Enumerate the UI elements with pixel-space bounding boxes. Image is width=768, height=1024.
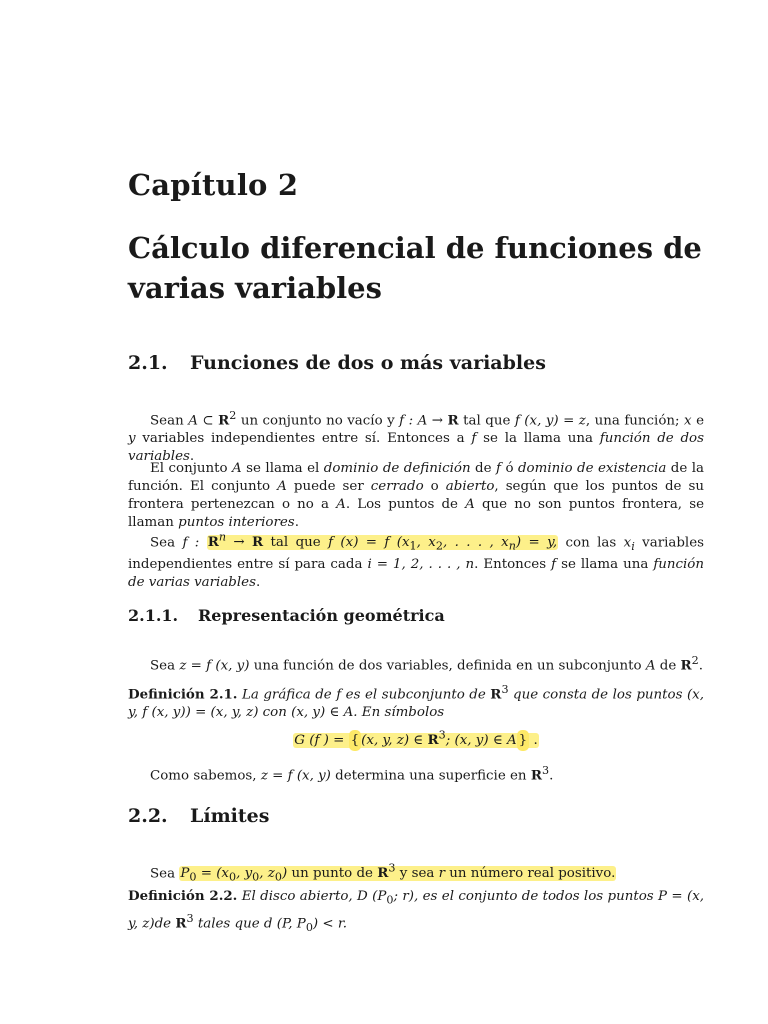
- subsection-title: Representación geométrica: [198, 606, 445, 625]
- text: determina una superficie en: [330, 768, 531, 784]
- text: de: [470, 461, 497, 476]
- math: R: [252, 534, 264, 551]
- math: 0: [386, 893, 394, 907]
- text: El conjunto: [150, 461, 233, 476]
- definition-text: ; r), es el conjunto de todos los puntos P = (x, y, z)de: [128, 889, 705, 932]
- emphasis: función de varias variables: [128, 557, 704, 591]
- math: A: [277, 479, 287, 494]
- emphasis: cerrado: [370, 479, 424, 494]
- subsection-heading: [128, 606, 445, 625]
- math: 2: [435, 540, 443, 554]
- text: se llama una: [556, 557, 654, 573]
- text: un número real positivo.: [445, 866, 616, 882]
- math: x: [623, 535, 632, 551]
- math: {: [349, 730, 362, 751]
- text: un punto de: [287, 866, 378, 882]
- math: R: [680, 657, 692, 674]
- math: 0: [252, 871, 260, 885]
- text: con las: [558, 535, 624, 551]
- definition-text: La gráfica de f es el subconjunto de: [237, 687, 491, 703]
- text: un conjunto no vacío y: [236, 413, 400, 429]
- math: 1: [409, 540, 417, 554]
- definition-text: tales que d (P, P: [193, 916, 306, 932]
- paragraph: [128, 860, 704, 887]
- math: R: [218, 412, 230, 429]
- math: 0: [305, 920, 313, 934]
- math: x: [684, 413, 692, 429]
- paragraph: [128, 652, 704, 675]
- math: R: [377, 865, 389, 882]
- math: f: [496, 461, 501, 476]
- definition-text: El disco abierto, D (P: [237, 889, 387, 904]
- math: = (x: [196, 866, 229, 882]
- emphasis: dominio de definición: [323, 461, 471, 476]
- math: r: [438, 866, 446, 882]
- math: (x, y, z) ∈: [361, 733, 428, 749]
- subsection-number: 2.1.1.: [128, 606, 179, 625]
- highlight: [207, 531, 558, 554]
- definition-text: que consta de los puntos (x, y, f (x, y)) = (x, y, z) con (x, y) ∈ A. En símbolos: [128, 687, 704, 721]
- text: se llama el: [241, 461, 324, 476]
- math: ): [281, 866, 288, 882]
- definition-text: ) < r.: [312, 916, 348, 932]
- math: ) = y,: [515, 535, 558, 551]
- paragraph: [128, 460, 704, 532]
- math: R: [175, 915, 187, 932]
- chapter-title: Cálculo diferencial de funciones de varias variables: [128, 231, 702, 305]
- paragraph: [128, 762, 704, 785]
- text: puede ser: [286, 479, 371, 494]
- math: n: [218, 531, 227, 544]
- math: }: [517, 730, 530, 751]
- highlight: [179, 862, 616, 885]
- math: 3: [388, 862, 396, 875]
- math: , y: [236, 866, 253, 882]
- math: n: [508, 540, 516, 554]
- highlight: [293, 729, 538, 749]
- math: f (x, y) = z: [514, 413, 586, 429]
- emphasis: función de dos variables: [128, 431, 704, 465]
- chapter-label: Capítulo 2: [128, 168, 299, 202]
- math: 3: [501, 683, 509, 696]
- text: tal que: [263, 535, 329, 551]
- emphasis: puntos interiores: [178, 515, 295, 530]
- math: f: [471, 431, 477, 447]
- math: z = f (x, y): [260, 768, 331, 784]
- math: ; (x, y) ∈ A: [445, 733, 517, 749]
- math: , z: [259, 866, 275, 882]
- math: 0: [189, 871, 197, 885]
- math: A ⊂: [188, 413, 219, 429]
- math: →: [226, 535, 253, 551]
- text: . Entonces: [474, 557, 552, 573]
- text: y sea: [395, 866, 439, 882]
- math: R: [530, 767, 542, 784]
- math: A: [232, 461, 242, 476]
- text: o: [423, 479, 446, 494]
- section-heading: [128, 805, 269, 827]
- text: Sean: [150, 413, 189, 429]
- math: R: [490, 686, 502, 703]
- math: A: [645, 658, 656, 674]
- text: Sea: [150, 535, 183, 551]
- section-title: Límites: [190, 805, 270, 827]
- definition-block: [128, 887, 704, 937]
- definition-label: Definición 2.1.: [128, 686, 238, 703]
- math: f: [551, 557, 557, 573]
- math: A: [336, 497, 346, 512]
- math: 3: [541, 764, 550, 777]
- text: .: [255, 575, 261, 591]
- section-number: 2.2.: [128, 805, 168, 827]
- definition-label: Definición 2.2.: [128, 888, 238, 904]
- math: 3: [186, 911, 194, 925]
- math: 3: [438, 729, 446, 742]
- text: tal que: [458, 413, 515, 429]
- math: 2: [229, 409, 237, 422]
- math: R: [207, 534, 219, 551]
- display-equation: [128, 729, 704, 748]
- paragraph: [128, 407, 704, 466]
- math: , x: [416, 535, 436, 551]
- math: R: [447, 412, 459, 429]
- text: se la llama una: [476, 431, 600, 447]
- math: i = 1, 2, . . . , n: [367, 557, 475, 573]
- text: e: [691, 413, 704, 429]
- text: de: [655, 658, 681, 674]
- math: 0: [274, 871, 282, 885]
- text: de la función. El conjunto: [128, 461, 705, 494]
- text: Sea: [150, 658, 180, 674]
- math: f :: [182, 535, 207, 551]
- text: variables independientes entre sí para cada: [128, 535, 705, 573]
- math: y: [128, 431, 136, 447]
- text: Sea: [150, 866, 180, 882]
- math: 2: [691, 654, 699, 667]
- math: f : A →: [399, 413, 448, 429]
- emphasis: abierto: [445, 479, 495, 494]
- text: . Los puntos de: [345, 497, 466, 512]
- text: .: [189, 449, 195, 465]
- section-number: 2.1.: [128, 352, 168, 374]
- text: , una función;: [585, 413, 685, 429]
- math: 0: [228, 871, 237, 885]
- definition-block: [128, 681, 704, 722]
- math: , . . . , x: [442, 535, 509, 551]
- text: .: [549, 768, 554, 784]
- math: A: [465, 497, 475, 512]
- math: P: [180, 866, 190, 882]
- text: .: [294, 515, 299, 530]
- section-title: Funciones de dos o más variables: [190, 352, 546, 374]
- text: una función de dos variables, definida en un subconjunto: [249, 658, 646, 674]
- math: G (f ) =: [294, 733, 349, 749]
- math: f (x) = f (x: [328, 535, 410, 551]
- text: .: [698, 658, 704, 674]
- text: ó: [500, 461, 518, 476]
- math: i: [631, 540, 635, 554]
- section-heading: [128, 352, 546, 374]
- paragraph: [128, 529, 704, 592]
- text: que no son puntos frontera, se llaman: [128, 497, 704, 530]
- text: variables independientes entre sí. Entonces a: [135, 431, 472, 447]
- math: R: [427, 732, 439, 749]
- math: .: [529, 733, 538, 749]
- emphasis: dominio de existencia: [517, 461, 667, 476]
- math: z = f (x, y): [179, 658, 250, 674]
- text: Como sabemos,: [150, 768, 261, 784]
- text: , según que los puntos de su frontera pertenezcan o no a: [128, 479, 704, 512]
